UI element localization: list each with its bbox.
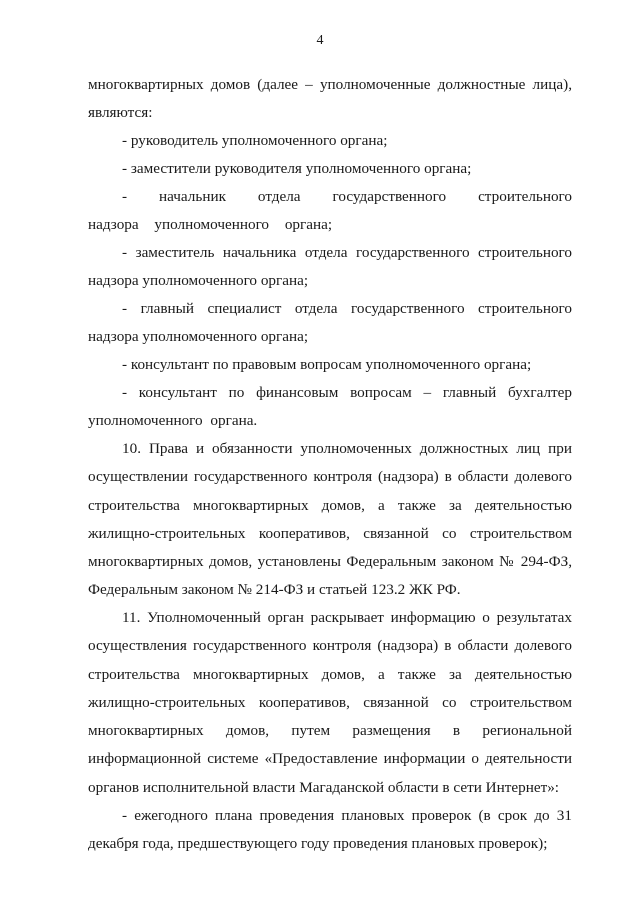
list-item: - консультант по правовым вопросам уполномоченного органа; xyxy=(122,356,532,373)
list-item-legal-consultant xyxy=(88,351,572,379)
paragraph: многоквартирных домов (далее – уполномоченные должностные лица), являются: xyxy=(88,76,572,122)
list-item-chief-specialist xyxy=(88,295,572,352)
list-item: - ежегодного плана проведения плановых проверок (в срок до 31 декабря года, предшествующего году проведения плановых проверок); xyxy=(88,807,572,853)
list-item-deputies xyxy=(88,155,572,183)
page-number: 4 xyxy=(316,33,324,48)
list-item-department-head xyxy=(88,183,572,240)
list-item: - руководитель уполномоченного органа; xyxy=(122,132,388,149)
list-item: - консультант по финансовым вопросам – главный бухгалтер уполномоченного органа. xyxy=(88,384,572,430)
paragraph-continuation xyxy=(88,71,572,128)
paragraph: 11. Уполномоченный орган раскрывает информацию о результатах осуществления государственного контроля (надзора) в области долевого строительства многоквартирных домов, а также за деятельностью жилищно-строительных кооперативов, связанной со строительством многоквартирных домов, путем размещения в региональной информационной системе «Предоставление информации о деятельности органов исполнительной власти Магаданской области в сети Интернет»: xyxy=(88,609,572,796)
list-item: - начальник отдела государственного строительного надзора уполномоченного органа; xyxy=(88,188,572,234)
list-item: - главный специалист отдела государственного строительного надзора уполномоченного органа; xyxy=(88,300,572,346)
paragraph-10 xyxy=(88,435,572,605)
list-item: - заместители руководителя уполномоченного органа; xyxy=(122,160,472,177)
list-item-financial-consultant xyxy=(88,379,572,436)
list-item-annual-plan xyxy=(88,802,572,859)
list-item-head xyxy=(88,127,572,155)
paragraph-11 xyxy=(88,604,572,802)
paragraph: 10. Права и обязанности уполномоченных должностных лиц при осуществлении государственного контроля (надзора) в области долевого строительства многоквартирных домов, а также за деятельностью жилищно-строительных кооперативов, связанной со строительством многоквартирных домов, установлены Федеральным законом № 294-ФЗ, Федеральным законом № 214-ФЗ и статьей 123.2 ЖК РФ. xyxy=(88,440,572,599)
list-item-deputy-department-head xyxy=(88,239,572,296)
list-item: - заместитель начальника отдела государственного строительного надзора уполномоченного органа; xyxy=(88,244,572,290)
